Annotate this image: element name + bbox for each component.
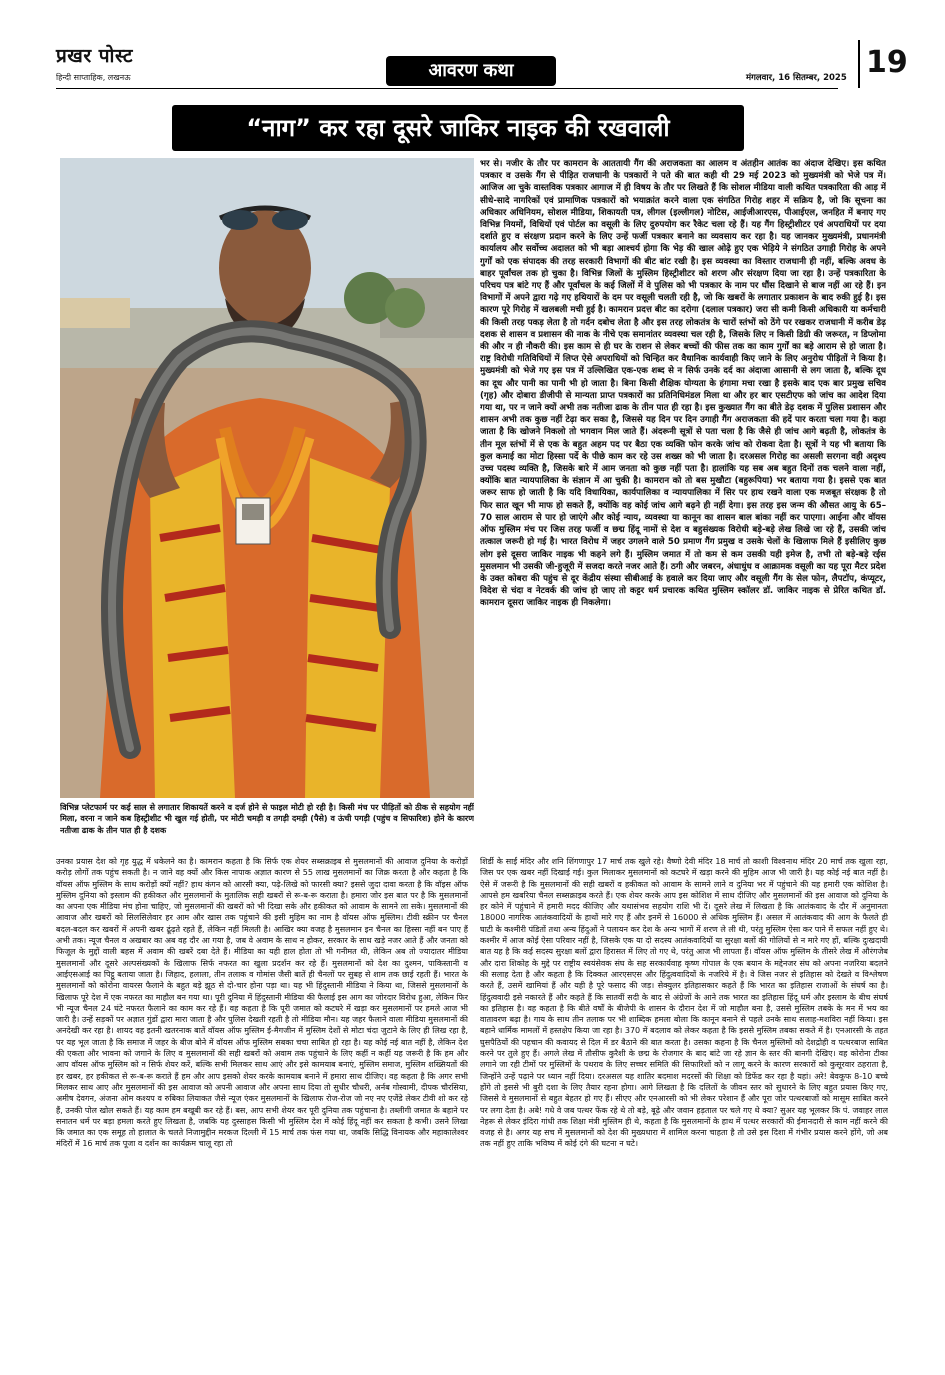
article-headline: “नाग” कर रहा दूसरे जाकिर नाइक की रखवाली [172,105,744,151]
article-text: उनका प्रयास देश को गृह युद्ध में धकेलने का है। कामरान कहता है कि सिर्फ एक शेयर सब्सक्राइब से मुसलमानों की आवाज दुनिया के करोड़ों करोड़ लोगों तक पहुंच सकती है। न जाने वह क्यों और किस नापाक अज्ञात कारण से 55 लाख मुसलमानों का जिक्र करता है और कहता है कि वॉयस ऑफ मुस्लिम के साथ करोड़ों क्यों नहीं? हाथ कंगन को आरसी क्या, पढ़े-लिखे को फारसी क्या? इससे जुदा दावा करता है कि वॉइस ऑफ मुस्लिम दुनिया को इस्लाम की हकीकत और मुसलमानों के मुतालिक सही खबरों से रू-ब-रू कराता है। हमारा जोर इस बात पर है कि मुसलमानों का अपना एक मीडिया मंच होना चाहिए, जो मुसलमानों की खबरों को भी दिखा सके और हकीकत को आवाम के सामने ला सके। मुसलमानों की आवाज और खबरों को सिलसिलेवार हर आम और खास तक पहुंचाने की इसी मुहिम का नाम है वॉयस ऑफ मुस्लिम। टीवी स्क्रीन पर चैनल बदल-बदल कर खबरों में अपनी खबर ढूंढ़ते रहते हैं, लेकिन नहीं मिलती है। आखिर क्या वजह है मुसलमान इन चैनल का हिस्सा नहीं बन पाए हैं अभी तक। न्यूज चैनल व अखबार का अब वह दौर आ गया है, जब वे अवाम के साथ न होकर, सरकार के साथ खड़े नजर आते हैं और जनता को फिजूल के मुद्दों वाली बहस में अवाम की खबरें दबा देते हैं। मीडिया का यही हाल होता तो भी गनीमत थी, लेकिन अब तो ज्यादातर मीडिया मुसलमानों और दूसरे अल्पसंख्यकों के खिलाफ सिर्फ नफरत का खुला प्रदर्शन कर रहे हैं। मुसलमानों को देश का दुश्मन, पाकिस्तानी व आईएसआई का पिट्ठू बताया जाता है। जिहाद, हलाला, तीन तलाक व गोमांस जैसी बातें ही चैनलों पर सुबह से शाम तक छाई रहती हैं। भारत के मुसलमानों को कोरोना वायरस फैलाने के बहुत बड़े झूठ से दो-चार होना पड़ा था। यह भी हिंदुस्तानी मीडिया ने किया था, जिससे मुसलमानों के खिलाफ पूरे देश में एक नफरत का माहौल बन गया था। पूरी दुनिया में हिंदुस्तानी मीडिया की फैलाई इस आग का जोरदार विरोध हुआ, लेकिन फिर भी न्यूज चैनल 24 घंटे नफरत फैलाने का काम कर रहे हैं। वह कहता है कि पूरी जमात को कटघरे में खड़ा कर मुसलमानों पर हमले आज भी जारी है। उन्हें सड़कों पर अज्ञात गुंडों द्वारा मारा जाता है और पुलिस देखती रहती है तो मीडिया मौन। यह जहर फैलाने वाला मीडिया मुसलमानों की अनदेखी कर रहा है। शायद वह इतनी खतरनाक बातें वॉयस ऑफ मुस्लिम ई-मैगजीन में मुस्लिम देशों से मोटा चंदा जुटाने के लिए ही लिख रहा है, पर यह भूल जाता है कि समाज में जहर के बीज बोने में वॉयस ऑफ मुस्लिम सबका चचा साबित हो रहा है। यह कोई नई बात नहीं है, लेकिन देश की एकता और भावना को जगाने के लिए व मुसलमानों की सही खबरों को अवाम तक पहुंचाने के लिए कहीं न कहीं यह जरूरी है कि हम और आप वॉयस ऑफ मुस्लिम को न सिर्फ शेयर करें, बल्कि सभी मिलकर साथ आएं और इसे कामयाब बनाएं, मुस्लिम समाज, मुस्लिम शख्सियतों की हर खबर, हर हकीकत से रू-ब-रू कराते हैं हम और आप इसको शेयर करके कामयाब बनाने में हमारा साथ दीजिए। वह कहता है कि अगर सभी मिलकर साथ आए और मुसलमानों की इस आवाज को अपनी आवाज और अपना साथ दिया तो सुधीर चौधरी, अर्नब गोस्वामी, दीपक चौरसिया, अमीष देवगन, अंजना ओम कश्यप व रुबिका लियाकत जैसे न्यूज एंकर मुसलमानों के खिलाफ रोज-रोज जो नए नए एजेंडे लेकर टीवी शो कर रहे हैं, उनकी पोल खोल सकते हैं। यह काम हम बखूबी कर रहे हैं। बस, आप सभी शेयर कर पूरी दुनिया तक पहुंचाना है। तब्लीगी जमात के बहाने पर सनातन धर्म पर बड़ा हमला करते हुए लिखता है, जबकि यह दुस्साहस किसी भी मुस्लिम देश में कोई हिंदू नहीं कर सकता है कभी। उसने लिखा कि जमात का एक समूह तो हालात के चलते निजामुद्दीन मरकज दिल्ली में 15 मार्च तक फंस गया था, जबकि सिद्धि विनायक और महाकालेश्वर मंदिरों में 16 मार्च तक पूजा व दर्शन का कार्यक्रम चालू रहा तो [56,857,468,1149]
article-photo [60,158,474,798]
issue-date: मंगलवार, 16 सितम्बर, 2025 [746,73,847,83]
article-column-bottom-right [480,856,888,1334]
masthead-rule [56,88,838,89]
masthead [56,40,908,88]
brand-subtitle: हिन्दी साप्ताहिक, लखनऊ [56,73,131,82]
section-label: आवरण कथा [386,56,556,86]
page-number: 19 [858,40,898,88]
brand-logo: प्रखर पोस्ट [56,45,133,67]
article-column-bottom-left [56,856,468,1334]
article-column-top-right [480,158,886,851]
article-text: शिर्डी के साईं मंदिर और शनि शिंगणापुर 17 मार्च तक खुले रहे। वैष्णो देवी मंदिर 18 मार्च तो काशी विश्वनाथ मंदिर 20 मार्च तक खुला रहा, जिस पर एक खबर नहीं दिखाई गई। कुल मिलाकर मुसलमानों को कटघरे में खड़ा करने की मुहिम आज भी जारी है। यह कोई नई बात नहीं है। ऐसे में जरूरी है कि मुसलमानों की सही खबरों व हकीकत को आवाम के सामने लाने व दुनिया भर में पहुंचाने की यह हमारी एक कोशिश है। आपसे हम खबरिया चैनल सब्सक्राइब करते हैं। एक शेयर करके आप इस कोशिश में साथ दीजिए और मुसलमानों की इस आवाज को दुनिया के हर कोने में पहुंचाने में हमारी मदद कीजिए और यथासंभव सहयोग राशि भी दें। दूसरे लेख में लिखता है कि आतंकवाद के दौर में अनुमानतः 18000 नागरिक आतंकवादियों के हाथों मारे गए हैं और इनमें से 16000 से अधिक मुस्लिम हैं। असल में आतंकवाद की आग के फैलते ही घाटी के कश्मीरी पंडितों तथा अन्य हिंदुओं ने पलायन कर देश के अन्य भागों में शरण ले ली थी, परंतु मुस्लिम ऐसा कर पाने में सफल नहीं हुए थे। कश्मीर में आज कोई ऐसा परिवार नहीं है, जिसके एक या दो सदस्य आतंकवादियों या सुरक्षा बलों की गोलियों से न मारे गए हों, बल्कि दुःखदायी बात यह है कि कई सदस्य सुरक्षा बलों द्वारा हिरासत में लिए तो गए थे, परंतु आज भी लापता हैं। वॉयस ऑफ मुस्लिम के तीसरे लेख में औरंगजेब और दारा शिकोह के मुद्दे पर राष्ट्रीय स्वयंसेवक संघ के सह सरकार्यवाह कृष्ण गोपाल के एक बयान के मद्देनजर संघ को अपना नजरिया बदलने की सलाह देता है और कहता है कि दिक्कत आरएसएस और हिंदुत्ववादियों के नजरिये में है। वे जिस नजर से इतिहास को देखते व विश्लेषण करते हैं, उसमें खामियां हैं और यही है पूरे फसाद की जड़। सेक्युलर इतिहासकार कहते हैं कि भारत का इतिहास राजाओं के संघर्ष का है। हिंदुत्ववादी इसे नकारते हैं और कहते हैं कि सातवीं सदी के बाद से अंग्रेजों के आने तक भारत का इतिहास हिंदू धर्म और इस्लाम के बीच संघर्ष का इतिहास है। वह कहता है कि बीते वर्षों के बीजेपी के शासन के दौरान देश में जो माहौल बना है, उससे मुस्लिम तबके के मन में भय का वातावरण बढ़ा है। गाय के साथ तीन तलाक पर भी शाब्दिक हमला बोला कि कानून बनाने से पहले उनके साथ सलाह-मशविरा नहीं किया। इस बहाने धार्मिक मामलों में हस्तक्षेप किया जा रहा है। 370 में बदलाव को लेकर कहता है कि इससे मुस्लिम तबका सकते में है। एनआरसी के तहत घुसपैठियों की पहचान की कवायद से दिल में डर बैठाने की बात करता है। उसका कहना है कि चैनल मुस्लिमों को देशद्रोही व पत्थरबाज साबित करने पर तुले हुए हैं। अगले लेख में तौसीफ कुरैशी के छद्म के रोजगार के बाद बांटे जा रहे ज्ञान के स्तर की बानगी देखिए। वह कोरोना टीका लगाने जा रही टीमों पर मुस्लिमों के पथराव के लिए सच्चर समिति की सिफारिशों को न लागू करने के कारण सरकारों को कुसूरवार ठहराता है, जिन्होंने उन्हें पढ़ाने पर ध्यान नहीं दिया। दरअसल यह शातिर बदमाश मदरसों की शिक्षा को डिफेंड कर रहा है यहां। अरे! बेवकूफ 8-10 बच्चे होंगे तो इससे भी बुरी दशा के लिए तैयार रहना होगा। आगे लिखता है कि दलितों के जीवन स्तर को सुधारने के लिए बहुत प्रयास किए गए, जिससे वे मुसलमानों से बहुत बेहतर हो गए हैं। सीएए और एनआरसी को भी लेकर परेशान हैं और पूरा जोर पत्थरबाजों को मासूम साबित करने पर लगा देता है। अबे! गधे वे जब पत्थर फेंक रहे थे तो बड़े, बूढ़े और जवान हड़ताल पर चले गए थे क्या? सुअर यह भूलकर कि पं. जवाहर लाल नेहरू से लेकर इंदिरा गांधी तक शिक्षा मंत्री मुस्लिम ही थे, कहता है कि मुसलमानों के हाथ में पत्थर सरकारों की ईमानदारी से काम नहीं करने की वजह से है। अगर यह सच में मुसलमानों को देश की मुख्यधारा में शामिल करना चाहता है तो उसे इस दिशा में गंभीर प्रयास करने होंगे, जो अब तक नहीं हुए ताकि भविष्य में कोई दंगे की घटना न घटे। [480,857,888,1149]
photo-caption: विभिन्न प्लेटफार्म पर कई साल से लगातार शिकायतें करने व दर्ज होने से फाइल मोटी हो रही है। किसी मंच पर पीड़ितों को ठीक से सहयोग नहीं मिला, वरना न जाने कब हिस्ट्रीशीट भी खुल गई होती, पर मोटी चमड़ी व तगड़ी दमड़ी (पैसे) व ऊंची पगड़ी (पहुंच व सिफारिश) होने के कारण नतीजा ढाक के तीन पात ही है दशक [60,803,474,835]
article-text: भर से। नजीर के तौर पर कामरान के आततायी गैंग की अराजकता का आलम व अंतहीन आतंक का अंदाज देखिए। इस कथित पत्रकार व उसके गैंग से पीड़ित राजधानी के पत्रकारों ने पते की बात कही थी 29 मई 2023 को मुख्यमंत्री को भेजे पत्र में। आजिज आ चुके वास्तविक पत्रकार आगाज में ही विषय के तौर पर लिखते हैं कि सोशल मीडिया वाली कथित पत्रकारिता की आड़ में सीधे-सादे नागरिकों एवं प्रामाणिक पत्रकारों को भयाक्रांत करने वाला एक संगठित गिरोह शहर में सक्रिय है, जो कि सूचना का अधिकार अधिनियम, सोशल मीडिया, शिकायती पत्र, लीगल (इल्लीगल) नोटिस, आईजीआरएस, पीआईएल, जनहित में बनाए गए विभिन्न नियमों, विधियों एवं पोर्टल का वसूली के लिए दुरुपयोग कर रैकेट चला रहे हैं। यह गैंग हिस्ट्रीशीटर एवं अपराधियों पर दया दर्शाते हुए व संरक्षण प्रदान करने के लिए उन्हें फर्जी पत्रकार बनाने का व्यवसाय कर रहा है। यह जानकर मुख्यमंत्री, प्रधानमंत्री कार्यालय और सर्वोच्च अदालत को भी बड़ा आश्चर्य होगा कि भेड़ की खाल ओढ़े हुए एक भेड़िये ने संगठित उगाही गिरोह के अपने गुर्गों को एक संपादक की तरह सरकारी विभागों की बीट बांट रखी है। इस व्यवस्था का विस्तार राजधानी ही नहीं, बल्कि अवध के बाहर पूर्वांचल तक हो चुका है। विभिन्न जिलों के मुस्लिम हिस्ट्रीशीटर को शरण और संरक्षण दिया जा रहा है। उन्हें पत्रकारिता के परिचय पत्र बांटे गए हैं और पूर्वांचल के कई जिलों में वे पुलिस को भी पत्रकार के नाम पर धौंस दिखाने से बाज नहीं आ रहे हैं। इन विभागों में अपने द्वारा गढ़े गए हथियारों के दम पर वसूली चलती रही है, जो कि खबरों के लगातार प्रकाशन के बाद रुकी हुई है। इस कारण पूरे गिरोह में खलबली मची हुई है। कामरान प्रदत्त बीट का दरोगा (दलाल पत्रकार) जरा सी कमी किसी अधिकारी या कर्मचारी की किसी तरह पकड़ लेता है तो गर्दन दबोच लेता है और इस तरह लोकतंत्र के चारों स्तंभों को ठेंगे पर रखकर राजधानी में करीब डेढ़ दशक से शासन व प्रशासन की नाक के नीचे एक समानांतर व्यवस्था चल रही है, जिसके लिए न किसी डिग्री की जरूरत, न डिप्लोमा की और न ही नौकरी की। इस काम से ही घर के राशन से लेकर बच्चों की फीस तक का काम गुर्गों का बड़े आराम से हो जाता है। राष्ट्र विरोधी गतिविधियों में लिप्त ऐसे अपराधियों को चिन्हित कर वैधानिक कार्यवाही किए जाने के लिए अनुरोध पीड़ितों ने किया है। मुख्यमंत्री को भेजे गए इस पत्र में उल्लिखित एक-एक शब्द से न सिर्फ उनके दर्द का अंदाजा आसानी से लग जाता है, बल्कि दूध का दूध और पानी का पानी भी हो जाता है। बिना किसी शैक्षिक योग्यता के हंगामा मचा रखा है इसके बाद एक बार प्रमुख सचिव (गृह) और दोबारा डीजीपी से मान्यता प्राप्त पत्रकारों का प्रतिनिधिमंडल मिला था और हर बार एसटीएफ को जांच का आदेश दिया गया था, पर न जाने क्यों अभी तक नतीजा ढाक के तीन पात ही रहा है। इस कुख्यात गैंग का बीते डेढ़ दशक में पुलिस प्रशासन और शासन अभी तक कुछ नहीं टेढ़ा कर सका है, जिससे यह दिन पर दिन उगाही गैंग अराजकता की हदें पार करता चला गया है। कहा जाता है कि खोजने निकलो तो भगवान मिल जाते हैं। अंदरूनी सूत्रों से पता चला है कि जैसे ही जांच आगे बढ़ती है, लोकतंत्र के तीन मूल स्तंभों में से एक के बहुत अहम पद पर बैठा एक व्यक्ति फोन करके जांच को रोकवा देता है। सूत्रों ने यह भी बताया कि कुल कमाई का मोटा हिस्सा पर्दे के पीछे काम कर रहे उस शख्स को भी जाता है। दरअसल गिरोह का असली सरगना वही अदृश्य उच्च पदस्थ व्यक्ति है, जिसके बारे में आम जनता को कुछ नहीं पता है। हालांकि यह सब अब बहुत दिनों तक चलने वाला नहीं, क्योंकि बात न्यायपालिका के संज्ञान में आ चुकी है। कामरान को तो बस मुखौटा (बहुरूपिया) भर बताया गया है। इससे एक बात जरूर साफ हो जाती है कि यदि विधायिका, कार्यपालिका व न्यायपालिका में सिर पर हाथ रखने वाला एक मजबूत संरक्षक है तो फिर सात खून भी माफ हो सकते हैं, क्योंकि वह कोई जांच आगे बढ़ने ही नहीं देगा। इस तरह इस जन्म की औसत आयु के 65–70 साल आराम से पार हो जाएंगे और कोई न्याय, व्यवस्था या कानून का शासन बाल बांका नहीं कर पाएगा। आईना और वॉयस ऑफ मुस्लिम मंच पर जिस तरह फर्जी व छद्म हिंदू नामों से देश व बहुसंख्यक विरोधी बड़े-बड़े लेख लिखे जा रहे हैं, उसकी जांच तत्काल जरूरी हो गई है। भारत विरोध में जहर उगलने वाले 50 प्रमाण गैंग प्रमुख व उसके चेलों के खिलाफ मिले हैं इसीलिए कुछ लोग इसे दूसरा जाकिर नाइक भी कहने लगे हैं। मुस्लिम जमात में तो कम से कम उसकी यही इमेज है, तभी तो बड़े-बड़े रईस मुसलमान भी उसकी जी-हुजूरी में सजदा करते नजर आते हैं। ठगी और जबरन, अंधाधुंध व आक्रामक वसूली का यह पूरा मैटर प्रदेश के उक्त कोबरा की पहुंच से दूर केंद्रीय संस्था सीबीआई के हवाले कर दिया जाए और वसूली गैंग के सेल फोन, लैपटॉप, कंप्यूटर, विदेश से चंदा व नेटवर्क की जांच हो जाए तो कट्टर धर्म प्रचारक कथित मुस्लिम स्कॉलर डॉ. जाकिर नाइक से प्रेरित कथित डॉ. कामरान दूसरा जाकिर नाइक ही निकलेगा। [480,159,886,609]
